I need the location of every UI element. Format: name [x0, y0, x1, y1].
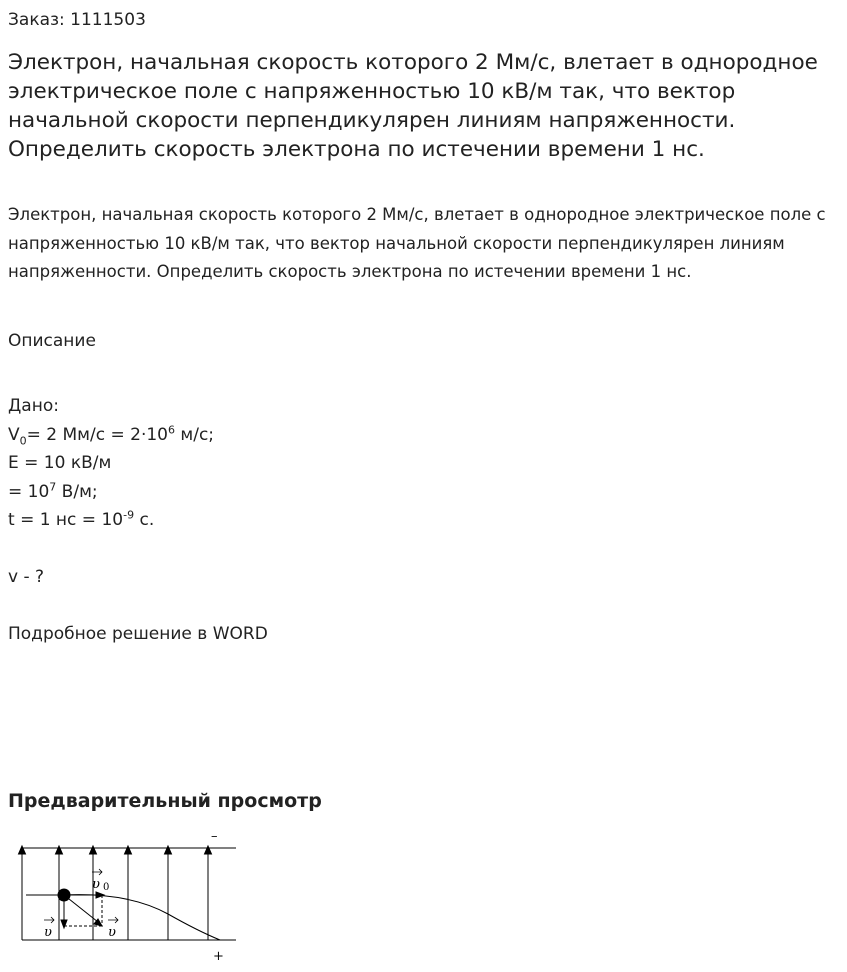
preview-diagram [8, 826, 244, 964]
task-title: Электрон, начальная скорость которого 2 Мм/с, влетает в однородное электрическое поле с напряженностью 10 кВ/м так, что вектор начальной скорости перпендикулярен линиям напряженности. Определить скорость электрона по истечении времени 1 нс. [8, 50, 818, 162]
given-e-conversion: = $10^7$ В/м; [8, 479, 98, 502]
preview-heading: Предварительный просмотр [8, 790, 322, 812]
description-body [8, 392, 268, 649]
v0-label: υ [92, 877, 100, 892]
trajectory [26, 895, 220, 940]
solution-note: Подробное решение в WORD [8, 624, 268, 644]
find-line: v - ? [8, 567, 45, 587]
given-label: Дано: [8, 396, 59, 416]
given-t: t = 1 нс = $10^{-9}$ с. [8, 508, 155, 530]
description-heading: Описание [8, 331, 96, 351]
order-number: Заказ: 1111503 [8, 10, 146, 30]
v-label: υ [108, 925, 116, 940]
given-v0: $V_0= 2$ $Мм/с = 2\cdot 10^6$ м/с; [8, 422, 215, 447]
minus-label: – [211, 829, 218, 844]
task-lead-text: Электрон, начальная скорость которого 2 Мм/с, влетает в однородное электрическое поле с напряженностью 10 кВ/м так, что вектор начальной скорости перпендикулярен линиям напряженности. Определить скорость электрона по истечении времени 1 нс. [8, 205, 826, 281]
capacitor-plates [22, 848, 236, 940]
spacer [8, 592, 268, 621]
plus-label: + [213, 949, 224, 964]
velocity-vectors [61, 892, 104, 928]
v0-sub-label: 0 [103, 882, 110, 893]
vy-label: υ [44, 925, 52, 940]
spacer [8, 535, 268, 564]
given-e: E = 10 кВ/м [8, 453, 112, 473]
diagram-labels [44, 829, 224, 964]
